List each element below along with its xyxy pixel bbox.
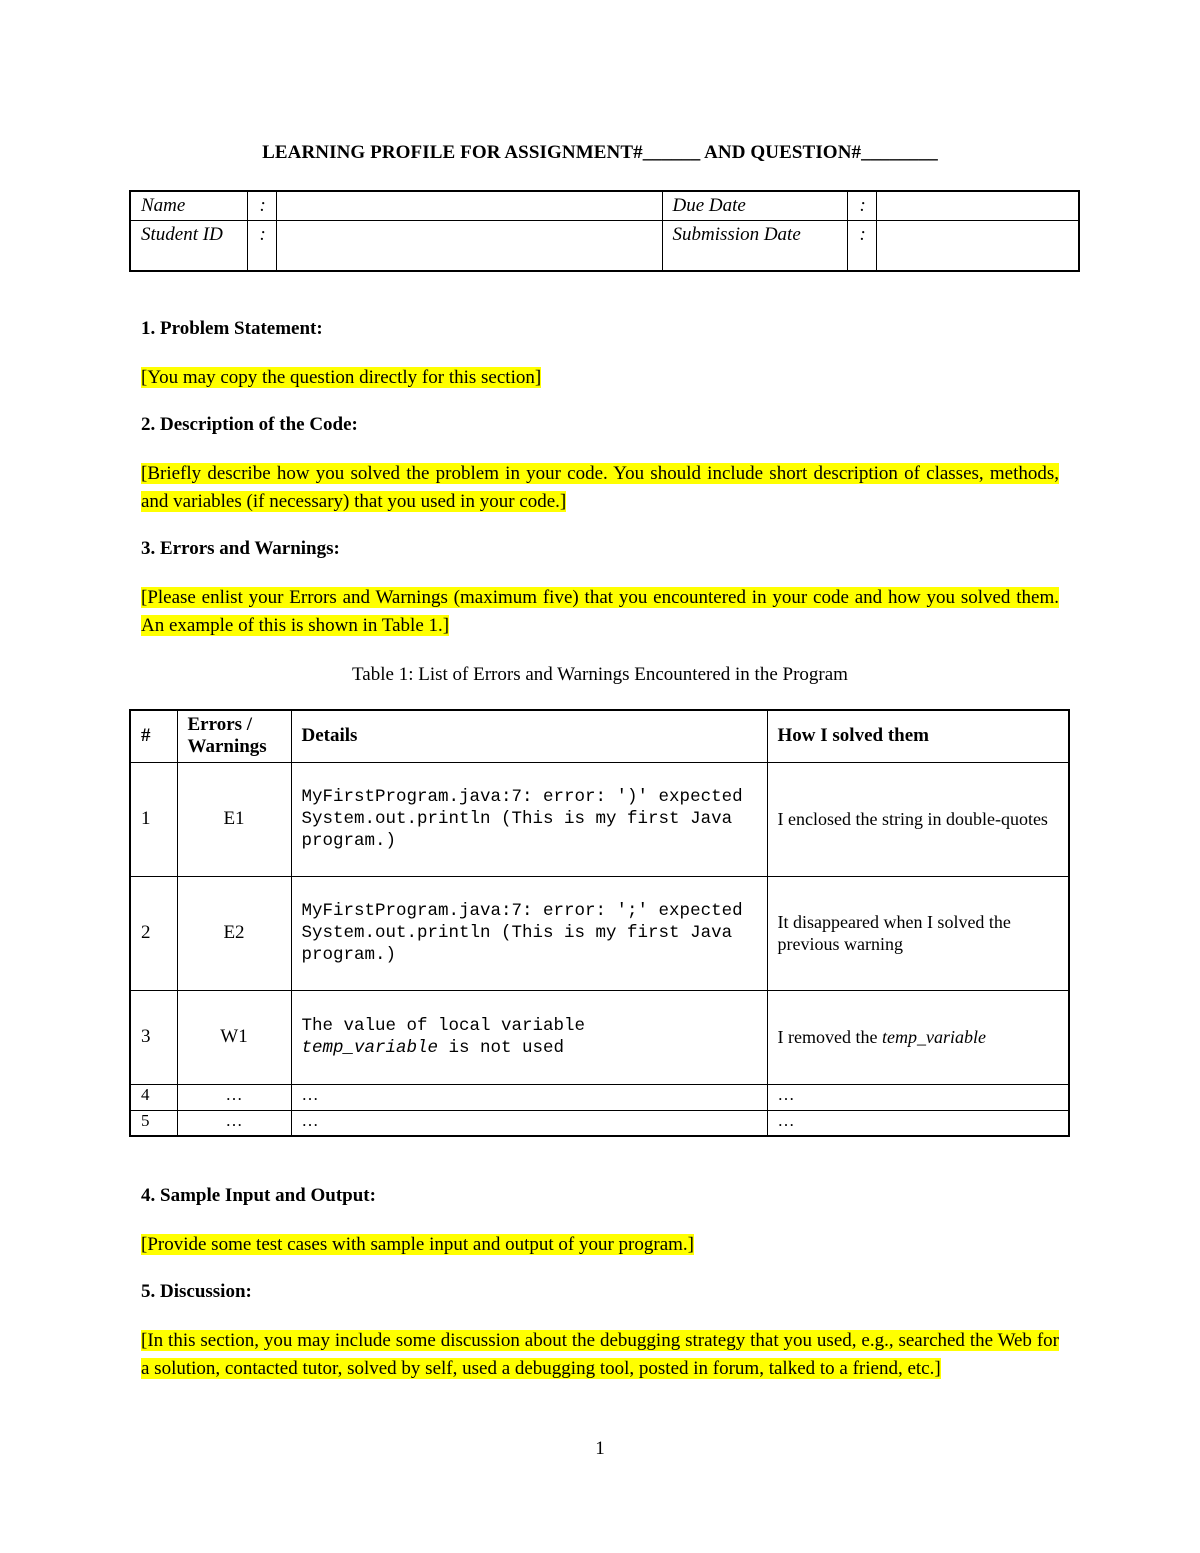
highlighted-instruction: [Briefly describe how you solved the problem in your code. You should include short description of classes, methods, and variables (if necessary) that you used in your code.]: [141, 463, 1059, 512]
section-text-errors-warnings: [141, 584, 1059, 640]
table-row: [130, 762, 1069, 876]
details-text-end: is not used: [438, 1038, 565, 1058]
student-info-table: [129, 190, 1080, 272]
solution-text-start: I removed the: [777, 1027, 882, 1047]
due-date-label: Due Date: [662, 191, 847, 221]
row-solution: It disappeared when I solved the previous warning: [767, 876, 1069, 990]
section-heading-description: 2. Description of the Code:: [141, 414, 358, 435]
row-code: …: [177, 1084, 291, 1110]
row-solution: I enclosed the string in double-quotes: [767, 762, 1069, 876]
row-solution: [767, 990, 1069, 1084]
row-number: 1: [130, 762, 177, 876]
section-text-discussion: [141, 1327, 1059, 1383]
row-code: E1: [177, 762, 291, 876]
student-id-label: Student ID: [130, 221, 247, 271]
row-code: W1: [177, 990, 291, 1084]
row-number: 4: [130, 1084, 177, 1110]
submission-date-colon: :: [847, 221, 876, 271]
submission-date-value-field[interactable]: [876, 221, 1079, 271]
highlighted-instruction: [You may copy the question directly for this section]: [141, 367, 542, 388]
row-solution: …: [767, 1084, 1069, 1110]
name-value-field[interactable]: [276, 191, 662, 221]
row-solution: …: [767, 1110, 1069, 1136]
submission-date-label: Submission Date: [662, 221, 847, 271]
row-details: MyFirstProgram.java:7: error: ';' expected System.out.println (This is my first Java program.): [291, 876, 767, 990]
highlighted-instruction: [Provide some test cases with sample input and output of your program.]: [141, 1234, 695, 1255]
name-label: Name: [130, 191, 247, 221]
row-details: MyFirstProgram.java:7: error: ')' expected System.out.println (This is my first Java program.): [291, 762, 767, 876]
row-details: [291, 990, 767, 1084]
row-code: …: [177, 1110, 291, 1136]
due-date-colon: :: [847, 191, 876, 221]
table-row: [130, 876, 1069, 990]
row-details: …: [291, 1110, 767, 1136]
due-date-value-field[interactable]: [876, 191, 1079, 221]
header-errors-warnings: Errors / Warnings: [177, 710, 291, 762]
row-number: 5: [130, 1110, 177, 1136]
details-text-start: The value of local variable: [301, 1016, 586, 1036]
page-title: LEARNING PROFILE FOR ASSIGNMENT#______ AND QUESTION#________: [262, 142, 938, 163]
details-variable-name: temp_variable: [301, 1038, 439, 1058]
table-row: [130, 990, 1069, 1084]
header-number: #: [130, 710, 177, 762]
section-heading-problem-statement: 1. Problem Statement:: [141, 318, 323, 339]
highlighted-instruction: [In this section, you may include some discussion about the debugging strategy that you used, e.g., searched the Web for a solution, contacted tutor, solved by self, used a debugging tool, posted in forum, talked to a friend, etc.]: [141, 1330, 1059, 1379]
highlighted-instruction: [Please enlist your Errors and Warnings (maximum five) that you encountered in your code and how you solved them. An example of this is shown in Table 1.]: [141, 587, 1059, 636]
header-details: Details: [291, 710, 767, 762]
row-code: E2: [177, 876, 291, 990]
section-text-problem-statement: [141, 364, 1059, 392]
table-header-row: [130, 710, 1069, 762]
name-colon: :: [247, 191, 276, 221]
page-number: 1: [595, 1438, 605, 1459]
table-row: [130, 1084, 1069, 1110]
errors-warnings-table: [129, 709, 1070, 1137]
header-solution: How I solved them: [767, 710, 1069, 762]
student-id-value-field[interactable]: [276, 221, 662, 271]
row-number: 3: [130, 990, 177, 1084]
table-caption: Table 1: List of Errors and Warnings Encountered in the Program: [352, 664, 848, 685]
row-number: 2: [130, 876, 177, 990]
section-text-description: [141, 460, 1059, 516]
table-row: [130, 1110, 1069, 1136]
section-text-sample-io: [141, 1231, 1059, 1259]
section-heading-sample-io: 4. Sample Input and Output:: [141, 1185, 376, 1206]
row-details: …: [291, 1084, 767, 1110]
student-id-colon: :: [247, 221, 276, 271]
section-heading-discussion: 5. Discussion:: [141, 1281, 252, 1302]
section-heading-errors-warnings: 3. Errors and Warnings:: [141, 538, 340, 559]
solution-variable-name: temp_variable: [881, 1027, 986, 1047]
